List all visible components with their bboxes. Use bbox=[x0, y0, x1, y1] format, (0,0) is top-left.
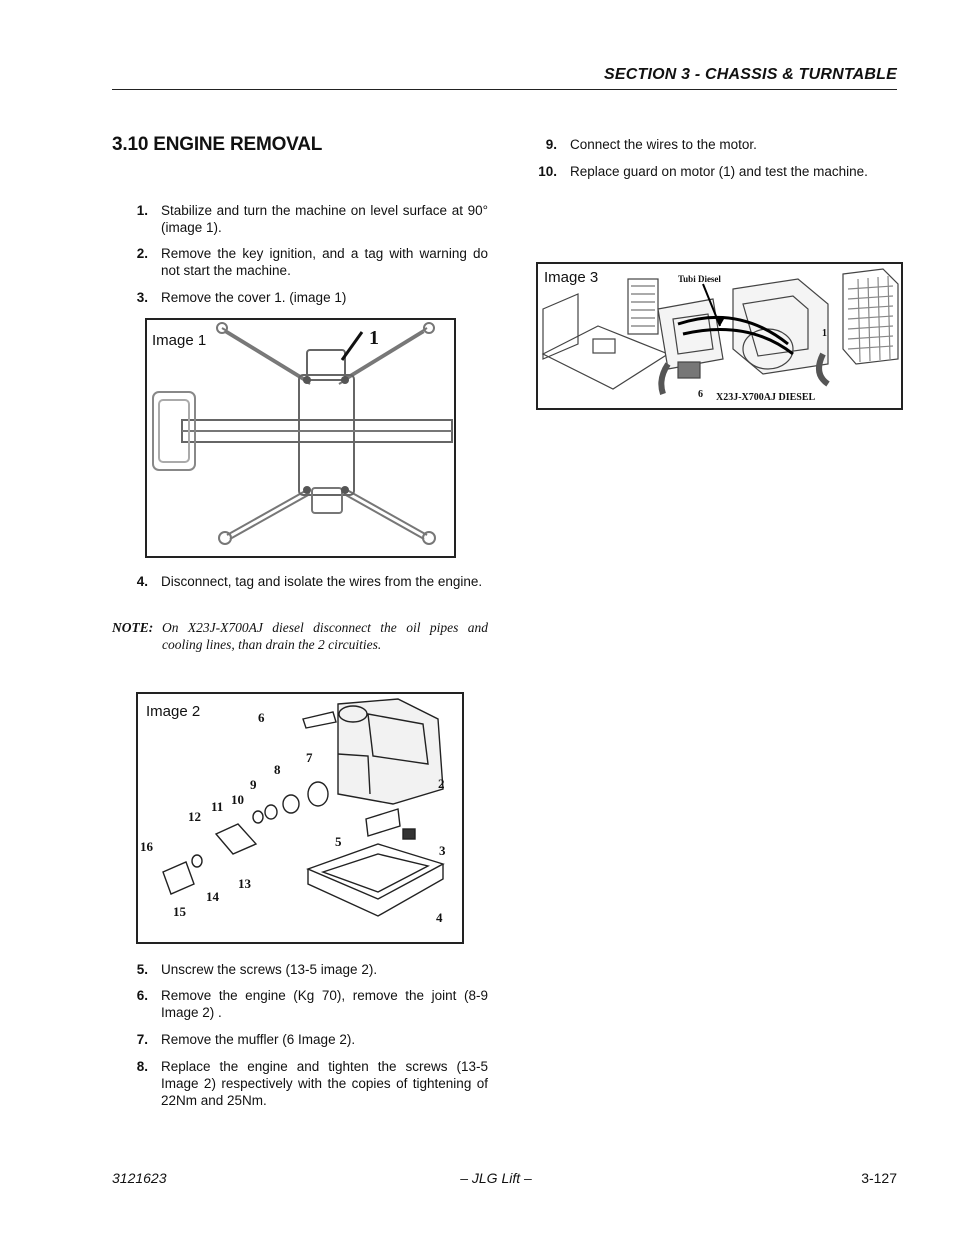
image-1-figure bbox=[145, 318, 456, 558]
step-number: 1. bbox=[136, 203, 148, 218]
callout-14: 14 bbox=[206, 889, 219, 904]
image-1-callout: 1 bbox=[369, 327, 379, 349]
step-item bbox=[521, 163, 901, 180]
step-text: Remove the cover 1. (image 1) bbox=[161, 290, 347, 305]
step-item bbox=[112, 202, 488, 236]
step-text: Remove the engine (Kg 70), remove the joint (8-9 Image 2) . bbox=[161, 988, 488, 1020]
tubi-diesel-label: Tubi Diesel bbox=[678, 274, 721, 284]
header-rule bbox=[112, 89, 897, 90]
image-2-label: Image 2 bbox=[146, 703, 201, 720]
step-item bbox=[521, 136, 901, 153]
step-text: Stabilize and turn the machine on level surface at 90° (image 1). bbox=[161, 203, 488, 235]
image-3-label: Image 3 bbox=[544, 269, 599, 286]
step-item bbox=[112, 987, 488, 1021]
note-label: NOTE: bbox=[112, 620, 154, 635]
step-number: 7. bbox=[136, 1032, 148, 1047]
engine-exploded-view-drawing bbox=[138, 694, 462, 942]
step-item bbox=[112, 1031, 488, 1048]
step-number: 5. bbox=[136, 962, 148, 977]
step-text: Remove the muffler (6 Image 2). bbox=[161, 1032, 356, 1047]
note-text: On X23J-X700AJ diesel disconnect the oil pipes and cooling lines, than drain the 2 circuities. bbox=[162, 620, 488, 652]
page-number: 3-127 bbox=[861, 1170, 897, 1186]
step-number: 8. bbox=[136, 1059, 148, 1074]
step-item bbox=[112, 1058, 488, 1109]
callout-7: 7 bbox=[306, 750, 313, 765]
step-text: Unscrew the screws (13-5 image 2). bbox=[161, 962, 378, 977]
step-item bbox=[112, 289, 488, 306]
step-text: Replace the engine and tighten the screws (13-5 Image 2) respectively with the copies of tightening of 22Nm and 25Nm. bbox=[161, 1059, 488, 1108]
callout-2: 2 bbox=[438, 776, 445, 791]
callout-10: 10 bbox=[231, 792, 244, 807]
image-3-callout-1: 1 bbox=[822, 328, 827, 339]
step-item bbox=[112, 245, 488, 279]
step-number: 4. bbox=[136, 574, 148, 589]
doc-number: 3121623 bbox=[112, 1170, 167, 1186]
callout-8: 8 bbox=[274, 762, 281, 777]
callout-3: 3 bbox=[439, 843, 446, 858]
callout-12: 12 bbox=[188, 809, 201, 824]
step-text: Disconnect, tag and isolate the wires from the engine. bbox=[161, 574, 483, 589]
step-text: Connect the wires to the motor. bbox=[570, 137, 757, 152]
section-header: SECTION 3 - CHASSIS & TURNTABLE bbox=[603, 66, 897, 83]
diesel-engine-drawing bbox=[538, 264, 901, 408]
step-text: Replace guard on motor (1) and test the machine. bbox=[570, 164, 868, 179]
step-number: 3. bbox=[136, 290, 148, 305]
step-number: 6. bbox=[136, 988, 148, 1003]
callout-16: 16 bbox=[140, 839, 153, 854]
step-number: 2. bbox=[136, 246, 148, 261]
callout-15: 15 bbox=[173, 904, 186, 919]
step-item bbox=[112, 961, 488, 978]
image-1-label: Image 1 bbox=[152, 332, 207, 349]
image-2-figure bbox=[136, 692, 464, 944]
note-block bbox=[112, 619, 488, 653]
callout-5: 5 bbox=[335, 834, 342, 849]
footer-center: – JLG Lift – bbox=[460, 1170, 532, 1186]
image-3-callout-6: 6 bbox=[698, 389, 703, 400]
callout-11: 11 bbox=[211, 799, 224, 814]
callout-6: 6 bbox=[258, 710, 265, 725]
step-number: 10. bbox=[538, 164, 557, 179]
step-item bbox=[112, 573, 488, 607]
section-title: 3.10 ENGINE REMOVAL bbox=[112, 134, 323, 155]
image-3-caption: X23J-X700AJ DIESEL bbox=[716, 392, 816, 403]
step-number: 9. bbox=[545, 137, 557, 152]
machine-top-view-drawing bbox=[147, 320, 454, 556]
callout-4: 4 bbox=[436, 910, 443, 925]
callout-13: 13 bbox=[238, 876, 251, 891]
callout-9: 9 bbox=[250, 777, 257, 792]
step-text: Remove the key ignition, and a tag with warning do not start the machine. bbox=[161, 246, 488, 278]
image-3-figure bbox=[536, 262, 903, 410]
